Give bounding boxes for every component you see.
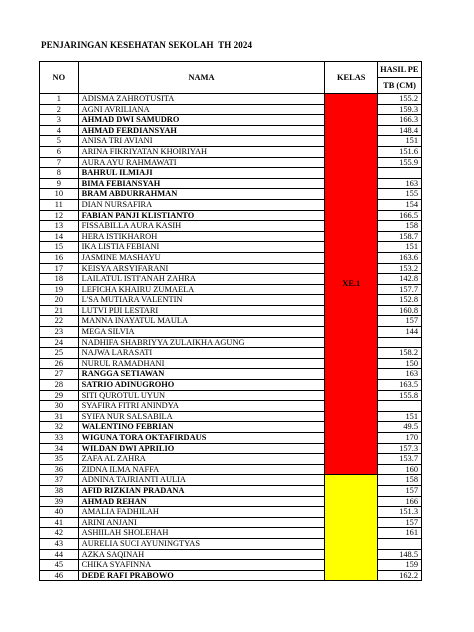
student-name: MEGA SILVIA (78, 327, 325, 338)
student-name: AMALIA FADHILAH (78, 507, 325, 518)
student-name: ZAFA AL ZAHRA (78, 454, 325, 465)
student-name: DIAN NURSAFIRA (78, 199, 325, 210)
height-value (378, 538, 422, 549)
student-name: RANGGA SETIAWAN (78, 369, 325, 380)
student-name: NAJWA LARASATI (78, 348, 325, 359)
row-number: 19 (40, 284, 79, 295)
student-name: ZIDNA ILMA NAFFA (78, 464, 325, 475)
height-value: 158 (378, 221, 422, 232)
student-name: LAILATUL ISTI'ANAH ZAHRA (78, 274, 325, 285)
height-value: 163 (378, 369, 422, 380)
height-value: 163.6 (378, 252, 422, 263)
row-number: 15 (40, 242, 79, 253)
header-kelas: KELAS (325, 62, 378, 94)
height-value: 148.4 (378, 125, 422, 136)
row-number: 11 (40, 199, 79, 210)
height-value: 151 (378, 411, 422, 422)
kelas-cell-xe1: XE.1 (325, 94, 378, 475)
row-number: 26 (40, 358, 79, 369)
row-number: 43 (40, 538, 79, 549)
row-number: 41 (40, 517, 79, 528)
row-number: 20 (40, 295, 79, 306)
height-value: 158.2 (378, 348, 422, 359)
height-value: 151.6 (378, 146, 422, 157)
height-value: 155.2 (378, 94, 422, 105)
height-value: 155 (378, 189, 422, 200)
student-name: AHMAD REHAN (78, 496, 325, 507)
row-number: 29 (40, 390, 79, 401)
height-value: 153.7 (378, 454, 422, 465)
student-name: WILDAN DWI APRILIO (78, 443, 325, 454)
height-value: 157 (378, 485, 422, 496)
row-number: 10 (40, 189, 79, 200)
student-table (39, 61, 422, 581)
row-number: 2 (40, 104, 79, 115)
height-value: 151.3 (378, 507, 422, 518)
height-value: 158 (378, 475, 422, 486)
row-number: 38 (40, 485, 79, 496)
table-row[interactable] (40, 94, 422, 105)
height-value: 144 (378, 327, 422, 338)
row-number: 18 (40, 274, 79, 285)
header-tb: TB (CM) (378, 78, 422, 94)
height-value: 151 (378, 136, 422, 147)
height-value: 49.5 (378, 422, 422, 433)
document-title: PENJARINGAN KESEHATAN SEKOLAH TH 2024 (41, 40, 253, 50)
row-number: 13 (40, 221, 79, 232)
height-value: 148.5 (378, 549, 422, 560)
height-value: 157 (378, 517, 422, 528)
student-name: BRAM ABDURRAHMAN (78, 189, 325, 200)
student-name: FABIAN PANJI KLISTIANTO (78, 210, 325, 221)
table-row[interactable] (40, 475, 422, 486)
height-value: 155.9 (378, 157, 422, 168)
height-value: 158.7 (378, 231, 422, 242)
student-name: ADNINA TAJRIANTI AULIA (78, 475, 325, 486)
row-number: 42 (40, 528, 79, 539)
student-name: JASMINE MASHAYU (78, 252, 325, 263)
row-number: 12 (40, 210, 79, 221)
student-name: WALENTINO FEBRIAN (78, 422, 325, 433)
row-number: 33 (40, 433, 79, 444)
row-number: 6 (40, 146, 79, 157)
student-name: ARINA FIKRIYATAN KHOIRIYAH (78, 146, 325, 157)
height-value: 166.5 (378, 210, 422, 221)
row-number: 44 (40, 549, 79, 560)
height-value: 151 (378, 242, 422, 253)
student-name: L'SA MUTIARA VALENTIN (78, 295, 325, 306)
student-name: AZKA SAQINAH (78, 549, 325, 560)
row-number: 8 (40, 168, 79, 179)
height-value: 157.3 (378, 443, 422, 454)
student-name: NADHIFA SHABRIYYA ZULAIKHA AGUNG (78, 337, 325, 348)
row-number: 21 (40, 305, 79, 316)
height-value: 162.2 (378, 570, 422, 581)
height-value: 152.8 (378, 295, 422, 306)
row-number: 35 (40, 454, 79, 465)
height-value: 166 (378, 496, 422, 507)
student-name: ANISA TRI AVIANI (78, 136, 325, 147)
row-number: 45 (40, 560, 79, 571)
header-nama: NAMA (78, 62, 325, 94)
height-value: 159 (378, 560, 422, 571)
student-name: WIGUNA TORA OKTAFIRDAUS (78, 433, 325, 444)
student-name: AGNI AVRILIANA (78, 104, 325, 115)
row-number: 46 (40, 570, 79, 581)
student-name: IKA LISTIA FEBIANI (78, 242, 325, 253)
row-number: 3 (40, 115, 79, 126)
student-name: BIMA FEBIANSYAH (78, 178, 325, 189)
height-value (378, 401, 422, 412)
row-number: 28 (40, 380, 79, 391)
row-number: 14 (40, 231, 79, 242)
student-name: SYIFA NUR SALSABILA (78, 411, 325, 422)
height-value: 160 (378, 464, 422, 475)
row-number: 39 (40, 496, 79, 507)
row-number: 37 (40, 475, 79, 486)
student-name: AHMAD DWI SAMUDRO (78, 115, 325, 126)
table-body (40, 94, 422, 581)
student-name: ARINI ANJANI (78, 517, 325, 528)
row-number: 40 (40, 507, 79, 518)
height-value: 155.8 (378, 390, 422, 401)
student-name: AURELIA SUCI AYUNINGTYAS (78, 538, 325, 549)
height-value: 170 (378, 433, 422, 444)
row-number: 32 (40, 422, 79, 433)
student-name: AFID RIZKIAN PRADANA (78, 485, 325, 496)
row-number: 9 (40, 178, 79, 189)
row-number: 25 (40, 348, 79, 359)
height-value: 153.2 (378, 263, 422, 274)
student-name: AHMAD FERDIANSYAH (78, 125, 325, 136)
student-name: SITI QUROTUL UYUN (78, 390, 325, 401)
row-number: 5 (40, 136, 79, 147)
student-name: KEISYA ARSYIFARANI (78, 263, 325, 274)
height-value: 160.8 (378, 305, 422, 316)
row-number: 7 (40, 157, 79, 168)
height-value (378, 337, 422, 348)
height-value: 163 (378, 178, 422, 189)
student-name: LEFICHA KHAIRU ZUMAELA (78, 284, 325, 295)
header-no: NO (40, 62, 79, 94)
row-number: 1 (40, 94, 79, 105)
height-value: 157 (378, 316, 422, 327)
student-name: NURUL RAMADHANI (78, 358, 325, 369)
row-number: 27 (40, 369, 79, 380)
height-value: 142.8 (378, 274, 422, 285)
student-name: ADISMA ZAHROTUSITA (78, 94, 325, 105)
height-value: 154 (378, 199, 422, 210)
height-value: 161 (378, 528, 422, 539)
header-hasil: HASIL PE (378, 62, 422, 78)
row-number: 22 (40, 316, 79, 327)
student-name: AURA AYU RAHMAWATI (78, 157, 325, 168)
row-number: 23 (40, 327, 79, 338)
spreadsheet-area (39, 61, 422, 585)
student-name: HERA ISTIKHAROH (78, 231, 325, 242)
row-number: 17 (40, 263, 79, 274)
student-name: CHIKA SYAFINNA (78, 560, 325, 571)
row-number: 4 (40, 125, 79, 136)
row-number: 16 (40, 252, 79, 263)
kelas-cell-yellow (325, 475, 378, 581)
height-value: 163.5 (378, 380, 422, 391)
row-number: 30 (40, 401, 79, 412)
row-number: 31 (40, 411, 79, 422)
height-value: 159.3 (378, 104, 422, 115)
row-number: 36 (40, 464, 79, 475)
height-value: 150 (378, 358, 422, 369)
student-name: ASHIILAH SHOLEHAH (78, 528, 325, 539)
row-number: 34 (40, 443, 79, 454)
student-name: SATRIO ADINUGROHO (78, 380, 325, 391)
row-number: 24 (40, 337, 79, 348)
student-name: FISSABILLA AURA KASIH (78, 221, 325, 232)
height-value: 157.7 (378, 284, 422, 295)
student-name: MANNA INAYATUL MAULA (78, 316, 325, 327)
student-name: SYAFIRA FITRI ANINDYA (78, 401, 325, 412)
student-name: LUTVI PIJI LESTARI (78, 305, 325, 316)
student-name: BAHRUL ILMIAJI (78, 168, 325, 179)
height-value: 166.3 (378, 115, 422, 126)
height-value (378, 168, 422, 179)
student-name: DEDE RAFI PRABOWO (78, 570, 325, 581)
